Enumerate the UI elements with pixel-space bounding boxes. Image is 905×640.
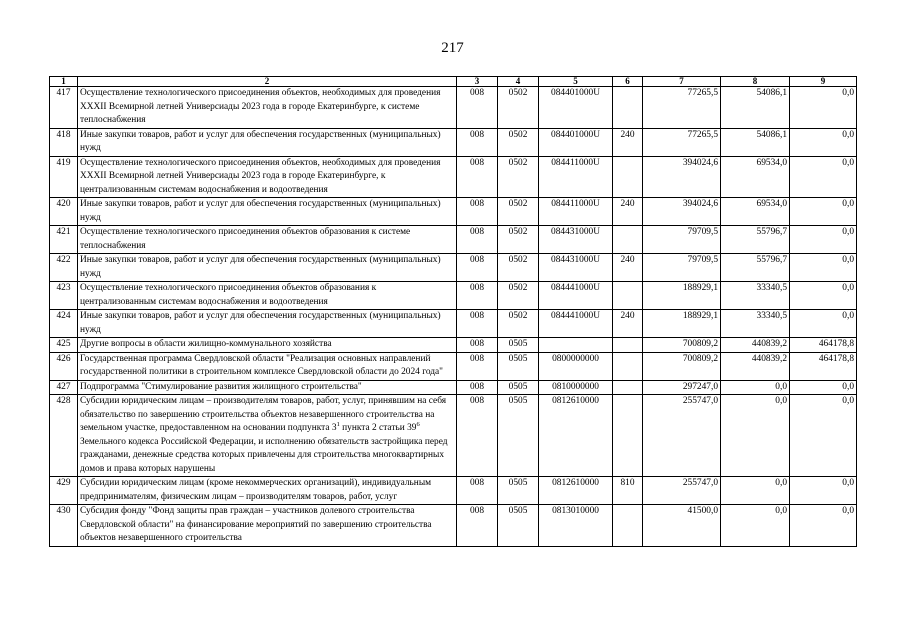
row-number-cell: 428	[50, 395, 78, 477]
amount-col-8-cell: 0,0	[721, 505, 790, 547]
target-article-cell: 0800000000	[539, 352, 613, 380]
expense-type-cell: 240	[613, 254, 643, 282]
amount-col-7-cell: 255747,0	[643, 395, 721, 477]
row-number-cell: 417	[50, 87, 78, 129]
amount-col-7-cell: 394024,6	[643, 156, 721, 198]
amount-col-7-cell: 297247,0	[643, 380, 721, 395]
section-code-cell: 0502	[498, 128, 539, 156]
header-col-2: 2	[78, 77, 457, 87]
amount-col-7-cell: 188929,1	[643, 310, 721, 338]
amount-col-8-cell: 69534,0	[721, 156, 790, 198]
header-col-7: 7	[643, 77, 721, 87]
amount-col-8-cell: 54086,1	[721, 128, 790, 156]
amount-col-8-cell: 33340,5	[721, 310, 790, 338]
amount-col-9-cell: 0,0	[790, 505, 857, 547]
section-code-cell: 0502	[498, 282, 539, 310]
expense-type-cell	[613, 156, 643, 198]
amount-col-9-cell: 0,0	[790, 310, 857, 338]
amount-col-7-cell: 188929,1	[643, 282, 721, 310]
row-number-cell: 418	[50, 128, 78, 156]
expense-type-cell: 240	[613, 128, 643, 156]
ministry-code-cell: 008	[457, 310, 498, 338]
ministry-code-cell: 008	[457, 282, 498, 310]
section-code-cell: 0502	[498, 254, 539, 282]
amount-col-9-cell: 0,0	[790, 198, 857, 226]
table-row	[50, 282, 857, 310]
amount-col-8-cell: 440839,2	[721, 338, 790, 353]
expense-type-cell	[613, 395, 643, 477]
row-name-cell: Иные закупки товаров, работ и услуг для обеспечения государственных (муниципальных) нужд	[78, 254, 457, 282]
target-article-cell: 084401000U	[539, 87, 613, 129]
row-name-cell: Государственная программа Свердловской области "Реализация основных направлений государственной политики в строительном комплексе Свердловской области до 2024 года"	[78, 352, 457, 380]
budget-table	[49, 76, 857, 547]
target-article-cell: 0810000000	[539, 380, 613, 395]
table-row	[50, 87, 857, 129]
row-name-cell: Осуществление технологического присоединения объектов, необходимых для проведения XXXII Всемирной летней Универсиады 2023 года в городе Екатеринбурге, к системе теплоснабжения	[78, 87, 457, 129]
table-row	[50, 338, 857, 353]
table-row	[50, 226, 857, 254]
row-number-cell: 421	[50, 226, 78, 254]
table-header-row	[50, 77, 857, 87]
target-article-cell: 084431000U	[539, 226, 613, 254]
row-name-cell: Осуществление технологического присоединения объектов образования к системе теплоснабжения	[78, 226, 457, 254]
expense-type-cell	[613, 380, 643, 395]
header-col-5: 5	[539, 77, 613, 87]
amount-col-8-cell: 0,0	[721, 395, 790, 477]
table-row	[50, 352, 857, 380]
ministry-code-cell: 008	[457, 505, 498, 547]
row-name-cell	[78, 395, 457, 477]
section-code-cell: 0502	[498, 87, 539, 129]
amount-col-8-cell: 55796,7	[721, 254, 790, 282]
row-name-cell: Другие вопросы в области жилищно-коммунального хозяйства	[78, 338, 457, 353]
row-name-cell: Иные закупки товаров, работ и услуг для обеспечения государственных (муниципальных) нужд	[78, 128, 457, 156]
ministry-code-cell: 008	[457, 87, 498, 129]
table-row	[50, 156, 857, 198]
section-code-cell: 0505	[498, 395, 539, 477]
table-row	[50, 505, 857, 547]
table-row	[50, 477, 857, 505]
amount-col-8-cell: 54086,1	[721, 87, 790, 129]
amount-col-9-cell: 464178,8	[790, 338, 857, 353]
row-number-cell: 420	[50, 198, 78, 226]
expense-type-cell	[613, 352, 643, 380]
amount-col-9-cell: 0,0	[790, 395, 857, 477]
target-article-cell: 084411000U	[539, 198, 613, 226]
target-article-cell: 084441000U	[539, 282, 613, 310]
amount-col-8-cell: 55796,7	[721, 226, 790, 254]
table-row	[50, 254, 857, 282]
row-number-cell: 422	[50, 254, 78, 282]
expense-type-cell	[613, 87, 643, 129]
amount-col-9-cell: 0,0	[790, 156, 857, 198]
row-number-cell: 424	[50, 310, 78, 338]
section-code-cell: 0502	[498, 198, 539, 226]
row-number-cell: 429	[50, 477, 78, 505]
superscript: 1	[336, 420, 340, 428]
section-code-cell: 0502	[498, 226, 539, 254]
table-row	[50, 395, 857, 477]
row-number-cell: 419	[50, 156, 78, 198]
amount-col-8-cell: 69534,0	[721, 198, 790, 226]
superscript: 6	[416, 420, 420, 428]
name-text: Земельного кодекса Российской Федерации, и исполнению обязательств застройщика перед гражданами, денежные средства которых привлечены для строительства многоквартирных домов и права которых нарушены	[80, 436, 448, 474]
amount-col-8-cell: 0,0	[721, 477, 790, 505]
page-number: 217	[441, 40, 464, 56]
expense-type-cell: 810	[613, 477, 643, 505]
header-col-8: 8	[721, 77, 790, 87]
ministry-code-cell: 008	[457, 352, 498, 380]
row-number-cell: 427	[50, 380, 78, 395]
amount-col-7-cell: 394024,6	[643, 198, 721, 226]
ministry-code-cell: 008	[457, 338, 498, 353]
amount-col-7-cell: 77265,5	[643, 128, 721, 156]
ministry-code-cell: 008	[457, 198, 498, 226]
expense-type-cell	[613, 505, 643, 547]
row-number-cell: 423	[50, 282, 78, 310]
table-row	[50, 128, 857, 156]
row-number-cell: 425	[50, 338, 78, 353]
amount-col-9-cell: 0,0	[790, 128, 857, 156]
row-name-cell: Иные закупки товаров, работ и услуг для обеспечения государственных (муниципальных) нужд	[78, 310, 457, 338]
header-col-4: 4	[498, 77, 539, 87]
target-article-cell: 0812610000	[539, 395, 613, 477]
target-article-cell	[539, 338, 613, 353]
section-code-cell: 0505	[498, 380, 539, 395]
amount-col-9-cell: 0,0	[790, 254, 857, 282]
table-row	[50, 380, 857, 395]
amount-col-8-cell: 440839,2	[721, 352, 790, 380]
expense-type-cell: 240	[613, 310, 643, 338]
target-article-cell: 084441000U	[539, 310, 613, 338]
row-name-cell: Иные закупки товаров, работ и услуг для обеспечения государственных (муниципальных) нужд	[78, 198, 457, 226]
amount-col-9-cell: 0,0	[790, 477, 857, 505]
ministry-code-cell: 008	[457, 477, 498, 505]
amount-col-7-cell: 700809,2	[643, 352, 721, 380]
amount-col-7-cell: 255747,0	[643, 477, 721, 505]
target-article-cell: 084401000U	[539, 128, 613, 156]
row-number-cell: 426	[50, 352, 78, 380]
amount-col-7-cell: 79709,5	[643, 226, 721, 254]
table-row	[50, 198, 857, 226]
ministry-code-cell: 008	[457, 395, 498, 477]
target-article-cell: 0813010000	[539, 505, 613, 547]
amount-col-9-cell: 0,0	[790, 87, 857, 129]
amount-col-8-cell: 33340,5	[721, 282, 790, 310]
row-name-cell: Субсидии юридическим лицам (кроме некоммерческих организаций), индивидуальным предпринимателям, физическим лицам – производителям товаров, работ, услуг	[78, 477, 457, 505]
amount-col-7-cell: 700809,2	[643, 338, 721, 353]
target-article-cell: 084431000U	[539, 254, 613, 282]
amount-col-8-cell: 0,0	[721, 380, 790, 395]
amount-col-9-cell: 0,0	[790, 282, 857, 310]
row-name-cell: Субсидия фонду "Фонд защиты прав граждан – участников долевого строительства Свердловской области" на финансирование мероприятий по завершению строительства объектов незавершенного строительства	[78, 505, 457, 547]
section-code-cell: 0502	[498, 310, 539, 338]
section-code-cell: 0502	[498, 156, 539, 198]
header-col-6: 6	[613, 77, 643, 87]
section-code-cell: 0505	[498, 505, 539, 547]
row-name-cell: Подпрограмма "Стимулирование развития жилищного строительства"	[78, 380, 457, 395]
ministry-code-cell: 008	[457, 254, 498, 282]
header-col-3: 3	[457, 77, 498, 87]
name-text: пункта 2 статьи 39	[339, 423, 417, 433]
ministry-code-cell: 008	[457, 156, 498, 198]
ministry-code-cell: 008	[457, 128, 498, 156]
name-text: Субсидии юридическим лицам – производителям товаров, работ, услуг, принявшим на себя обязательство по завершению строительства объектов незавершенного строительства на земельном участке, предоставленном на основании подпункта 3	[80, 396, 447, 433]
section-code-cell: 0505	[498, 477, 539, 505]
target-article-cell: 084411000U	[539, 156, 613, 198]
target-article-cell: 0812610000	[539, 477, 613, 505]
section-code-cell: 0505	[498, 352, 539, 380]
expense-type-cell	[613, 338, 643, 353]
ministry-code-cell: 008	[457, 380, 498, 395]
amount-col-9-cell: 0,0	[790, 226, 857, 254]
header-col-9: 9	[790, 77, 857, 87]
expense-type-cell: 240	[613, 198, 643, 226]
ministry-code-cell: 008	[457, 226, 498, 254]
table-row	[50, 310, 857, 338]
amount-col-9-cell: 0,0	[790, 380, 857, 395]
amount-col-9-cell: 464178,8	[790, 352, 857, 380]
row-name-cell: Осуществление технологического присоединения объектов образования к централизованным системам водоснабжения и водоотведения	[78, 282, 457, 310]
expense-type-cell	[613, 282, 643, 310]
amount-col-7-cell: 77265,5	[643, 87, 721, 129]
row-number-cell: 430	[50, 505, 78, 547]
header-col-1: 1	[50, 77, 78, 87]
section-code-cell: 0505	[498, 338, 539, 353]
amount-col-7-cell: 79709,5	[643, 254, 721, 282]
row-name-cell: Осуществление технологического присоединения объектов, необходимых для проведения XXXII Всемирной летней Универсиады 2023 года в городе Екатеринбурге, к централизованным системам водоснабжения и водоотведения	[78, 156, 457, 198]
amount-col-7-cell: 41500,0	[643, 505, 721, 547]
expense-type-cell	[613, 226, 643, 254]
